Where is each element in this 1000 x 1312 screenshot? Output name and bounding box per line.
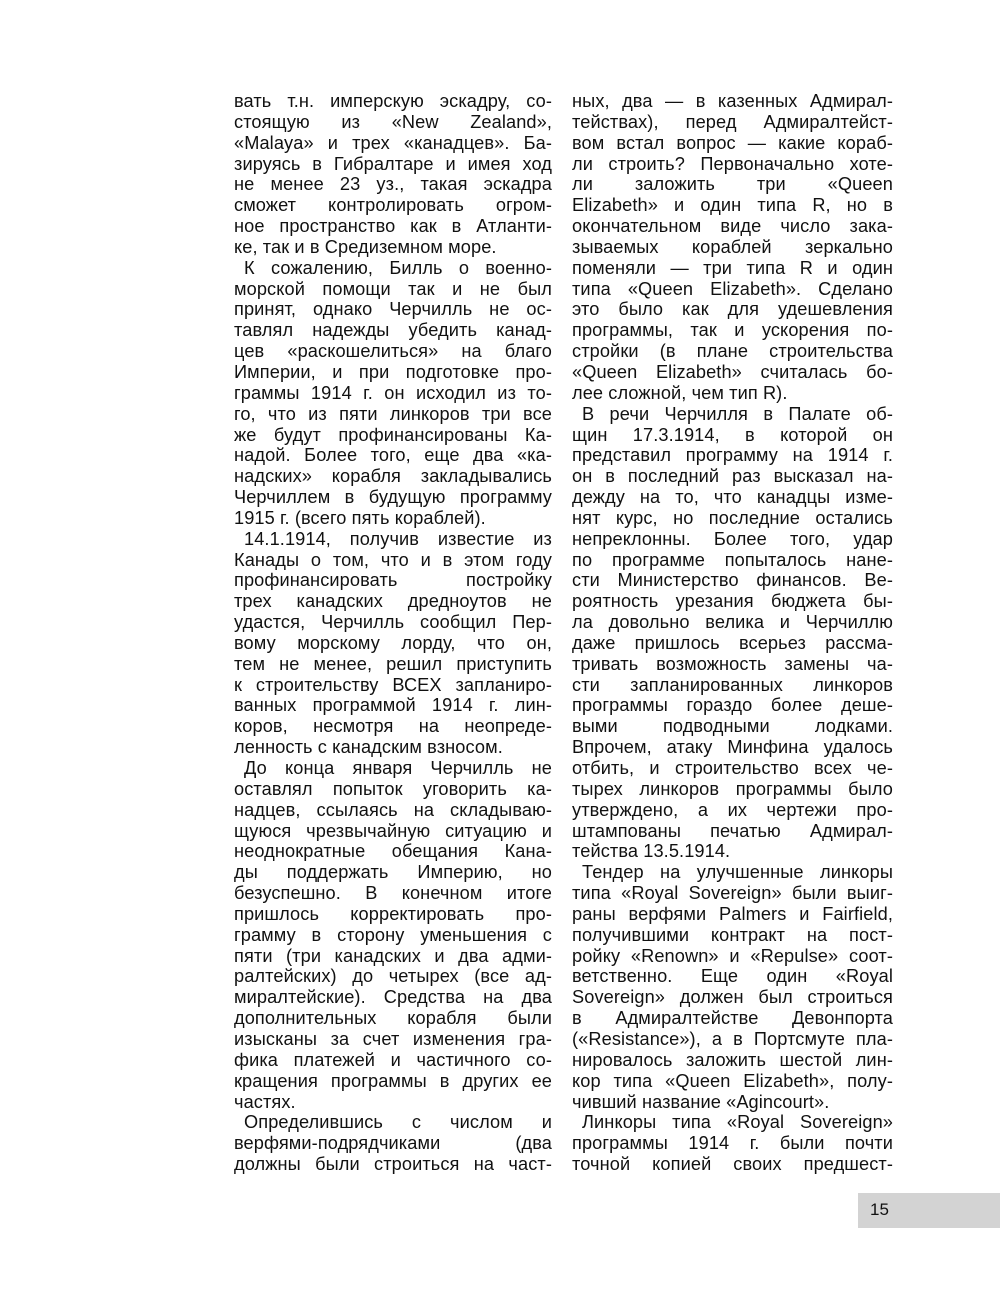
text-line: надой. Более того, еще два «ка- [234, 445, 552, 466]
paragraph [234, 758, 552, 1112]
text-line: До конца января Черчилль не [244, 758, 552, 778]
text-line: точной копией своих предшест- [572, 1154, 893, 1175]
page-number: 15 [870, 1200, 889, 1219]
text-line: тейства 13.5.1914. [572, 841, 731, 862]
text-line: миралтейские). Средства на два [234, 987, 552, 1008]
text-line: верфями-подрядчиками (два [234, 1133, 552, 1154]
text-line: фика платежей и частичного со- [234, 1049, 552, 1070]
text-line: ла довольно велика и Черчиллю [572, 612, 893, 633]
text-line: он в последний раз высказал на- [572, 466, 893, 487]
text-line: стройки (в плане строительства [572, 341, 893, 362]
text-line: ленность с канадским взносом. [234, 737, 503, 758]
text-line: ли строить? Первоначально хоте- [572, 153, 893, 174]
text-line: даже пришлось всерьез рассма- [572, 632, 893, 653]
text-line: получившими контракт на пост- [572, 924, 893, 945]
text-line: частях. [234, 1091, 296, 1112]
text-line: принят, однако Черчилль не ос- [234, 299, 552, 320]
text-line: («Resistance»), а в Портсмуте пла- [572, 1028, 893, 1049]
text-line: Тендер на улучшенные линкоры [582, 862, 893, 883]
text-line: нят курс, но последние остались [572, 507, 893, 528]
text-line: штампованы печатью Адмирал- [572, 820, 893, 841]
text-line: Черчиллем в будущую программу [234, 487, 552, 508]
text-line: сти запланированных линкоров [572, 674, 893, 695]
text-column-left [234, 91, 552, 1175]
text-line: утверждено, а их чертежи про- [572, 799, 893, 820]
paragraph [572, 1112, 893, 1175]
text-line: изысканы за счет изменения гра- [234, 1028, 552, 1049]
text-line: тырех линкоров программы было [572, 778, 893, 799]
text-line: надцев, ссылаясь на складываю- [234, 799, 552, 820]
text-line: зируясь в Гибралтаре и имея ход [234, 153, 552, 174]
text-line: стоящую из «New Zealand», [234, 111, 552, 132]
text-line: ли заложить три «Queen [572, 174, 893, 195]
text-line: 14.1.1914, получив известие из [244, 528, 552, 549]
paragraph [572, 404, 893, 863]
text-line: программы гораздо более деше- [572, 695, 893, 716]
paragraph [572, 91, 893, 404]
text-line: Линкоры типа «Royal Sovereign» [582, 1112, 893, 1133]
text-line: ралтейских) до четырех (все ад- [234, 966, 552, 987]
text-line: ванных программой 1914 г. лин- [234, 695, 552, 716]
text-line: Elizabeth» и один типа R, но в [572, 195, 893, 216]
text-line: Sovereign» должен был строиться [572, 987, 893, 1008]
text-line: выми подводными лодками. [572, 716, 893, 737]
text-column-right [572, 91, 893, 1175]
text-line: тействах), перед Адмиралтейст- [572, 111, 893, 132]
text-line: кор типа «Queen Elizabeth», полу- [572, 1070, 893, 1091]
page-number-box [858, 1193, 1000, 1228]
paragraph [572, 862, 893, 1112]
paragraph [234, 1112, 552, 1175]
text-line: ды поддержать Империю, но [234, 862, 552, 883]
text-line: оставлял попыток уговорить ка- [234, 778, 552, 799]
text-line: окончательном виде число зака- [572, 216, 893, 237]
text-line: пришлось корректировать про- [234, 903, 552, 924]
text-line: профинансировать постройку [234, 570, 552, 591]
text-line: раны верфями Palmers и Fairfield, [572, 903, 893, 924]
text-line: нировалось заложить шестой лин- [572, 1049, 893, 1070]
text-line: непреклонны. Более того, удар [572, 528, 893, 549]
text-line: «Queen Elizabeth» считалась бо- [572, 361, 893, 382]
text-line: типа «Queen Elizabeth». Сделано [572, 278, 893, 299]
text-line: вому морскому лорду, что он, [234, 632, 552, 653]
text-line: ветственно. Еще один «Royal [572, 966, 893, 987]
text-line: зываемых кораблей зеркально [572, 236, 893, 257]
text-line: представил программу на 1914 г. [572, 445, 893, 466]
text-line: роятность урезания бюджета бы- [572, 591, 893, 612]
text-line: пяти (три канадских и два адми- [234, 945, 552, 966]
text-line: лее сложной, чем тип R). [572, 382, 788, 403]
text-line: программы, так и ускорения по- [572, 320, 893, 341]
text-line: морской помощи так и не был [234, 278, 552, 299]
text-line: ке, так и в Средиземном море. [234, 236, 497, 257]
text-line: В речи Черчилля в Палате об- [582, 403, 893, 424]
text-line: тривать возможность замены ча- [572, 653, 893, 674]
text-line: должны были строиться на част- [234, 1154, 552, 1175]
text-line: в Адмиралтействе Девонпорта [572, 1008, 893, 1029]
text-line: дежду на то, что канадцы изме- [572, 487, 893, 508]
text-line: надских» корабля закладывались [234, 466, 552, 487]
text-line: сти Министерство финансов. Ве- [572, 570, 893, 591]
text-line: щуюся чрезвычайную ситуацию и [234, 820, 552, 841]
text-line: ное пространство как в Атланти- [234, 216, 552, 237]
text-line: вать т.н. имперскую эскадру, со- [234, 91, 552, 111]
text-line: ных, два — в казенных Адмирал- [572, 91, 893, 111]
text-line: не менее 23 уз., такая эскадра [234, 174, 552, 195]
text-line: дополнительных корабля были [234, 1008, 552, 1029]
text-line: Впрочем, атаку Минфина удалось [572, 737, 893, 758]
text-line: «Malaya» и трех «канадцев». Ба- [234, 132, 552, 153]
text-line: неоднократные обещания Кана- [234, 841, 552, 862]
text-line: к строительству ВСЕХ запланиро- [234, 674, 552, 695]
text-line: К сожалению, Билль о военно- [244, 257, 552, 278]
text-line: Канады о том, что и в этом году [234, 549, 552, 570]
text-line: граммы 1914 г. он исходил из то- [234, 382, 552, 403]
text-line: ройку «Renown» и «Repulse» соот- [572, 945, 893, 966]
text-line: типа «Royal Sovereign» были выиг- [572, 883, 893, 904]
text-line: коров, несмотря на неопреде- [234, 716, 552, 737]
text-line: цев «раскошелиться» на благо [234, 341, 552, 362]
text-line: го, что из пяти линкоров три все [234, 403, 552, 424]
paragraph [234, 91, 552, 258]
text-line: кращения программы в других ее [234, 1070, 552, 1091]
text-line: программы 1914 г. были почти [572, 1133, 893, 1154]
text-line: 1915 г. (всего пять кораблей). [234, 507, 486, 528]
text-line: отбить, и строительство всех че- [572, 758, 893, 778]
text-line: же будут профинансированы Ка- [234, 424, 552, 445]
paragraph [234, 258, 552, 529]
text-line: это было как для удешевления [572, 299, 893, 320]
text-line: удастся, Черчилль сообщил Пер- [234, 612, 552, 633]
text-line: щин 17.3.1914, в которой он [572, 424, 893, 445]
text-line: чивший название «Agincourt». [572, 1091, 830, 1112]
text-line: тем не менее, решил приступить [234, 653, 552, 674]
text-line: вом встал вопрос — какие кораб- [572, 132, 893, 153]
text-line: Империи, и при подготовке про- [234, 361, 552, 382]
paragraph [234, 529, 552, 758]
text-line: безуспешно. В конечном итоге [234, 883, 552, 904]
text-line: Определившись с числом и [244, 1112, 552, 1133]
text-line: трех канадских дредноутов не [234, 591, 552, 612]
text-line: сможет контролировать огром- [234, 195, 552, 216]
text-line: по программе попыталось нане- [572, 549, 893, 570]
text-line: грамму в сторону уменьшения с [234, 924, 552, 945]
text-line: тавлял надежды убедить канад- [234, 320, 552, 341]
text-line: поменяли — три типа R и один [572, 257, 893, 278]
